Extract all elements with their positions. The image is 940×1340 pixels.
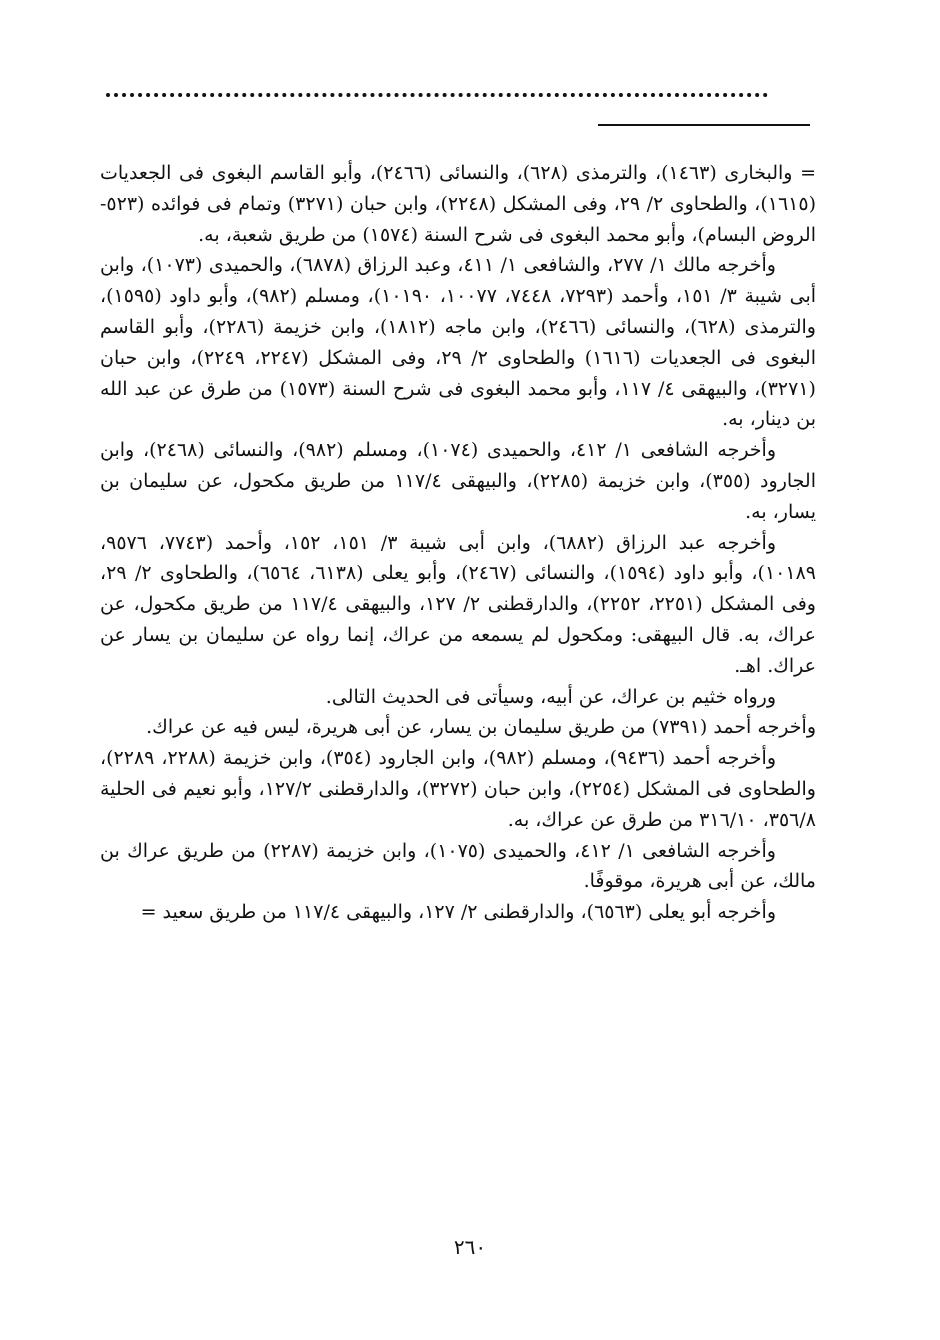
footnote-rule [598,124,810,126]
paragraph-4: وأخرجه عبد الرزاق (٦٨٨٢)، وابن أبى شيبة ٣/ ١٥١، ١٥٢، وأحمد (٧٧٤٣، ٩٥٧٦، ١٠١٨٩)، وأبو داود (١٥٩٤)، والنسائى (٢٤٦٧)، وأبو يعلى (٦١٣٨، ٦٥٦٤)، والطحاوى ٢/ ٢٩، وفى المشكل (٢٢٥١، ٢٢٥٢)، والدارقطنى ٢/ ١٢٧، والبيهقى ١١٧/٤ من طريق مكحول، عن عراك، به. قال البيهقى: ومكحول لم يسمعه من عراك، إنما رواه عن سليمان بن يسار عن عراك. اهـ. [100,531,816,677]
paragraph-6: وأخرجه أحمد (٧٣٩١) من طريق سليمان بن يسار، عن أبى هريرة، ليس فيه عن عراك. [146,716,816,739]
paragraph-9: وأخرجه أبو يعلى (٦٥٦٣)، والدارقطنى ٢/ ١٢٧، والبيهقى ١١٧/٤ من طريق سعيد = [140,901,776,924]
paragraph-1: = والبخارى (١٤٦٣)، والترمذى (٦٢٨)، والنسائى (٢٤٦٦)، وأبو القاسم البغوى فى الجعديات (١٦١٥)، والطحاوى ٢/ ٢٩، وفى المشكل (٢٢٤٨)، وابن حبان (٣٢٧١) وتمام فى فوائده (٥٢٣- الروض البسام)، وأبو محمد البغوى فى شرح السنة (١٥٧٤) من طريق شعبة، به. [100,162,816,246]
paragraph-8: وأخرجه الشافعى ١/ ٤١٢، والحميدى (١٠٧٥)، وابن خزيمة (٢٢٨٧) من طريق عراك بن مالك، عن أبى هريرة، موقوفًا. [100,839,816,893]
paragraph-7: وأخرجه أحمد (٩٤٣٦)، ومسلم (٩٨٢)، وابن الجارود (٣٥٤)، وابن خزيمة (٢٢٨٨، ٢٢٨٩)، والطحاوى فى المشكل (٢٢٥٤)، وابن حبان (٣٢٧٢)، والدارقطنى ١٢٧/٢، وأبو نعيم فى الحلية ٣٥٦/٨، ٣١٦/١٠ من طرق عن عراك، به. [100,747,816,831]
footnote-text [100,158,816,928]
paragraph-2: وأخرجه مالك ١/ ٢٧٧، والشافعى ١/ ٤١١، وعبد الرزاق (٦٨٧٨)، والحميدى (١٠٧٣)، وابن أبى شيبة ٣/ ١٥١، وأحمد (٧٢٩٣، ٧٤٤٨، ١٠٠٧٧، ١٠١٩٠)، ومسلم (٩٨٢)، وأبو داود (١٥٩٥)، والترمذى (٦٢٨)، والنسائى (٢٤٦٦)، وابن ماجه (١٨١٢)، وابن خزيمة (٢٢٨٦)، وأبو القاسم البغوى فى الجعديات (١٦١٦) والطحاوى ٢/ ٢٩، وفى المشكل (٢٢٤٧، ٢٢٤٩)، وابن حبان (٣٢٧١)، والبيهقى ٤/ ١١٧، وأبو محمد البغوى فى شرح السنة (١٥٧٣) من طرق عن عبد الله بن دينار، به. [100,254,817,431]
paragraph-3: وأخرجه الشافعى ١/ ٤١٢، والحميدى (١٠٧٤)، ومسلم (٩٨٢)، والنسائى (٢٤٦٨)، وابن الجارود (٣٥٥)، وابن خزيمة (٢٢٨٥)، والبيهقى ١١٧/٤ من طريق مكحول، عن سليمان بن يسار، به. [100,439,816,523]
dotted-separator [106,93,768,97]
page-number: ٢٦٠ [453,1235,487,1259]
paragraph-5: ورواه خثيم بن عراك، عن أبيه، وسيأتى فى الحديث التالى. [325,685,776,708]
